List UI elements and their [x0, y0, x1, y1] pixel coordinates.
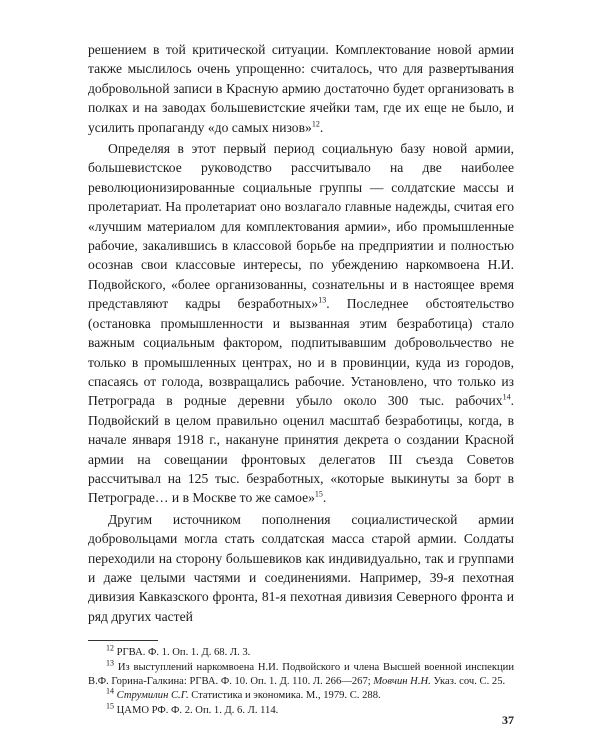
footnote: [88, 686, 514, 703]
footnotes: [88, 643, 514, 718]
paragraph: [88, 139, 514, 508]
text-run: Статистика и экономика. М., 1979. С. 288.: [188, 690, 381, 702]
text-run: Другим источником пополнения социалистической армии добровольцами могла стать солдатская масса старой армии. Солдаты переходили на сторону большевиков как индивидуально, так и группами и даже целыми частями и соединениями. Например, 39-я пехотная дивизия Кавказского фронта, 81-я пехотная дивизия Северного фронта и ряд других частей: [88, 511, 514, 624]
paragraph: [88, 510, 514, 626]
text-run: . Подвойский в целом правильно оценил масштаб безработицы, когда, в начале января 1918 г., накануне принятия декрета о создании Красной армии на совещании фронтовых делегатов III съезда Советов рассчитывал на 125 тыс. безработных, «которые выкинуты за борт в Петрограде… и в Москве то же самое»: [88, 393, 514, 506]
footnote-ref: 15: [314, 489, 323, 499]
author-name: Мовчин Н.Н.: [373, 676, 431, 687]
footnote-ref: 14: [502, 392, 511, 402]
page-number: 37: [502, 713, 514, 727]
footnote-ref: 15: [106, 701, 114, 711]
paragraph: [88, 40, 514, 137]
footnote-ref: 12: [311, 119, 320, 129]
text-run: решением в той критической ситуации. Комплектование новой армии также мыслилось очень упрощенно: считалось, что для развертывания добровольной записи в Красную армию достаточно будет организовать в полках и на заводах большевистские ячейки там, где их еще не было, и усилить пропаганду «до самых низов»: [88, 42, 514, 135]
text-run: РГВА. Ф. 1. Оп. 1. Д. 68. Л. 3.: [114, 647, 251, 659]
text-run: .: [322, 490, 327, 506]
footnote-ref: 13: [106, 658, 114, 668]
footnote-ref: 12: [106, 643, 114, 653]
body-text: [88, 40, 514, 626]
text-run: . Последнее обстоятельство (остановка промышленности и вызванная этим безработица) стало важным социальным фактором, подпитывавшим добровольчество не только в промышленных центрах, но и в провинции, куда из городов, спасаясь от голода, возвращались рабочие. Установлено, что только из Петрограда в родные деревни убыло около 300 тыс. рабочих: [88, 296, 514, 409]
footnote-ref: 14: [106, 686, 114, 696]
footnote: [88, 658, 514, 690]
footnote: [88, 701, 514, 718]
footnote: [88, 643, 514, 660]
text-run: Указ. соч. С. 25.: [430, 676, 506, 687]
author-name: Струмилин С.Г.: [116, 690, 189, 702]
text-run: ЦАМО РФ. Ф. 2. Оп. 1. Д. 6. Л. 114.: [114, 704, 279, 716]
text-run: Определяя в этот первый период социальную базу новой армии, большевистское руководство рассчитывало на две наиболее революционизированные социальные группы — солдатские массы и пролетариат. На пролетариат оно возлагало главные надежды, считая его «лучшим материалом для комплектования армии», ибо промышленные рабочие, закалившись в классовой борьбе на предприятии и полностью осознав свои классовые интересы, по убеждению наркомвоена Н.И. Подвойского, «более организованны, сознательны и в настоящее время представляют кадры безработных»: [88, 141, 514, 312]
footnote-ref: 13: [318, 295, 327, 305]
text-run: .: [319, 119, 324, 135]
footnote-divider: [88, 640, 158, 641]
page-content: [88, 40, 514, 718]
text-run: Из выступлений наркомвоена Н.И. Подвойского и члена Высшей военной инспекции В.Ф. Горина-Галкина: РГВА. Ф. 10. Оп. 1. Д. 110. Л. 266—267;: [88, 661, 514, 687]
